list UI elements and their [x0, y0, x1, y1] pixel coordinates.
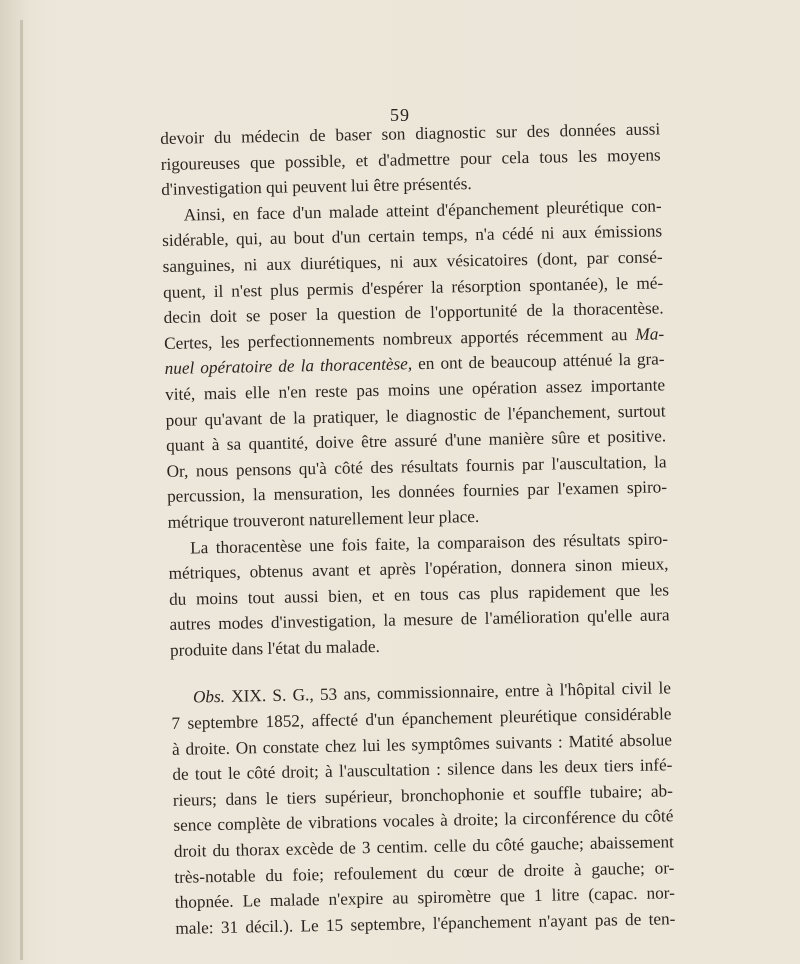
- text-line: rieurs; dans le tiers supérieur, bronchophonie et souffle tubaire; ab-: [172, 781, 674, 810]
- text-line: decin doit se poser la question de l'opportunité de la thoracentèse.: [163, 298, 664, 328]
- text-line: droit du thorax excède de 3 centim. celle du côté gauche; abaissement: [173, 832, 675, 861]
- text-line: à droite. On constate chez lui les symptômes suivants : Matité absolue: [171, 729, 673, 759]
- text-line: très-notable du foie; refoulement du cœur de droite à gauche; or-: [174, 857, 675, 887]
- italic-title: nuel opératoire de la thoracentèse,: [164, 354, 413, 379]
- page-gutter: [20, 20, 23, 960]
- paragraph-1: [160, 116, 661, 202]
- text-line: thopnée. Le malade n'expire au spiromètre que 1 litre (capac. nor-: [174, 883, 676, 913]
- text-line: percussion, la mensuration, les données fournies par l'examen spiro-: [166, 477, 668, 507]
- text-line: du moins tout aussi bien, et en tous cas plus rapidement que les: [168, 580, 670, 609]
- text-line: autres modes d'investigation, la mesure de l'amélioration qu'elle aura: [169, 605, 670, 635]
- text-line: La thoracentèse une fois faite, la comparaison des résultats spiro-: [189, 528, 669, 557]
- text-line: métriques, obtenus avant et après l'opération, donnera sinon mieux,: [168, 554, 669, 584]
- text-line: quent, il n'est plus permis d'espérer la résorption spontanée), le mé-: [163, 272, 664, 302]
- page-number: 59: [390, 105, 410, 125]
- text-line: produite dans l'état du malade.: [169, 636, 380, 660]
- text-line: devoir du médecin de baser son diagnostic sur des données aussi: [160, 119, 661, 148]
- text-line: sanguines, ni aux diurétiques, ni aux vésicatoires (dont, par consé-: [162, 247, 663, 276]
- text-line: male: 31 décil.). Le 15 septembre, l'épanchement n'ayant pas de ten-: [175, 909, 676, 938]
- text-line: de tout le côté droit; à l'auscultation : silence dans les deux tiers infé-: [172, 755, 673, 785]
- text-line: Or, nous pensons qu'à côté des résultats fournis par l'auscultation, la: [166, 452, 667, 481]
- text-line: vité, mais elle n'en reste pas moins une opération assez importante: [164, 375, 666, 404]
- text-line: sence complète de vibrations vocales à droite; la circonférence du côté: [173, 806, 674, 836]
- paragraph-2: [161, 193, 667, 535]
- text-line: métrique trouveront naturellement leur place.: [167, 506, 480, 532]
- italic-title-start: Ma-: [635, 324, 665, 344]
- text-line: pour qu'avant de la pratiquer, le diagnostic de l'épanchement, surtout: [165, 400, 666, 430]
- text-line: sidérable, qui, au bout d'un certain temps, n'a cédé ni aux émissions: [162, 221, 663, 251]
- text-line: Ainsi, en face d'un malade atteint d'épanchement pleurétique con-: [183, 196, 662, 225]
- obs-label: Obs.: [192, 687, 226, 707]
- text-segment: XIX. S. G., 53 ans, commissionnaire, entre à l'hôpital civil le: [224, 678, 672, 707]
- text-line: quant à sa quantité, doive être assuré d'une manière sûre et positive.: [165, 426, 667, 456]
- text-line: rigoureuses que possible, et d'admettre pour cela tous les moyens: [160, 144, 661, 174]
- text-segment: en ont de beaucoup atténué la gra-: [411, 349, 665, 374]
- observation-xix: [171, 676, 676, 941]
- text-line: d'investigation qui peuvent lui être présentés.: [161, 174, 472, 200]
- text-segment: Certes, les perfectionnements nombreux apportés récemment au: [163, 324, 636, 353]
- paragraph-3: [168, 526, 670, 664]
- text-line: 7 septembre 1852, affecté d'un épanchement pleurétique considérable: [171, 704, 672, 733]
- body-text: [160, 116, 676, 941]
